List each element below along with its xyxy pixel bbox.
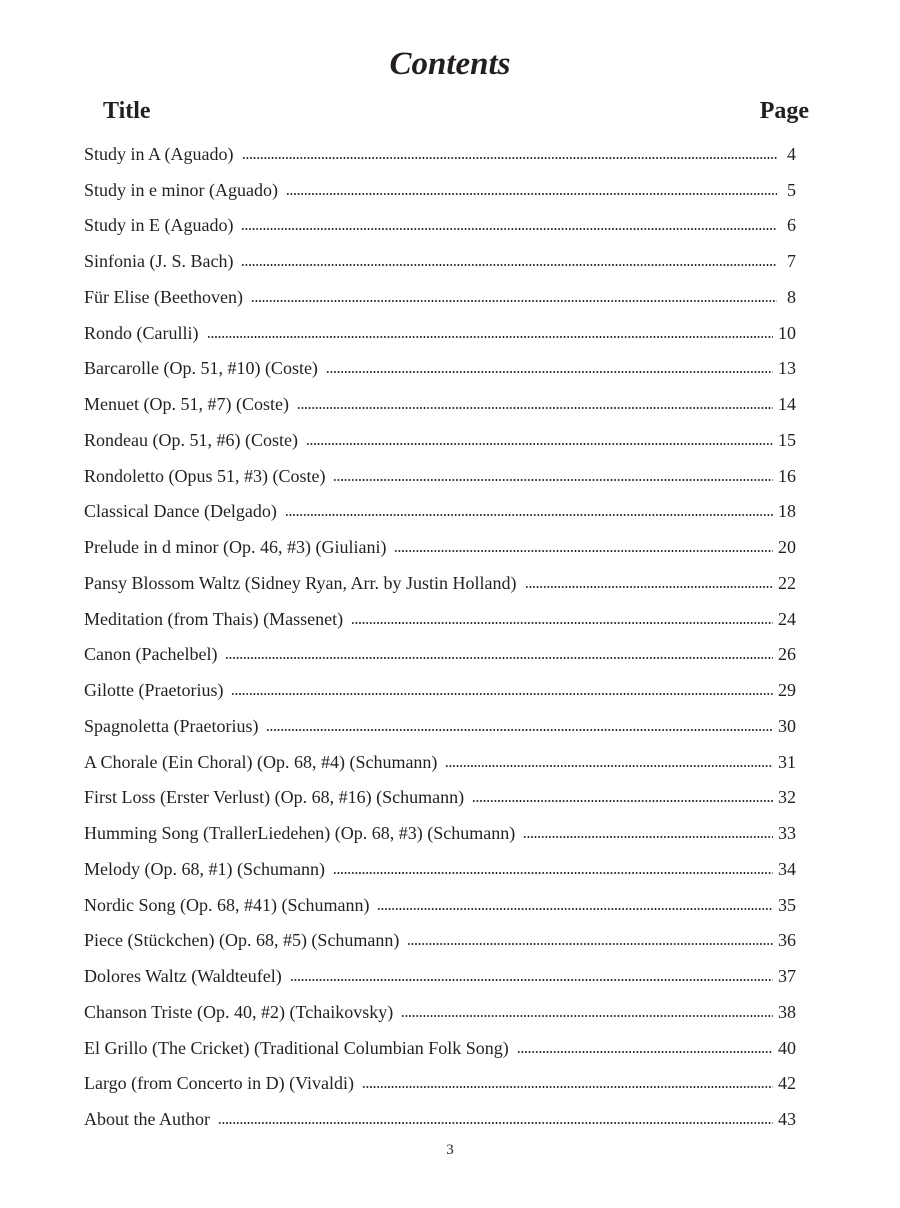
entry-page-number: 34 [778, 858, 796, 879]
toc-entry[interactable] [84, 887, 796, 923]
entry-page-number: 43 [778, 1109, 796, 1130]
entry-page-number: 16 [778, 465, 796, 486]
toc-entry[interactable] [84, 744, 796, 780]
entry-page-number: 29 [778, 680, 796, 701]
toc-entry[interactable] [84, 565, 796, 601]
toc-entry[interactable] [84, 136, 796, 172]
entry-title: A Chorale (Ein Choral) (Op. 68, #4) (Schumann) [84, 751, 438, 772]
entry-title: Für Elise (Beethoven) [84, 286, 243, 307]
toc-entry[interactable] [84, 851, 796, 887]
toc-entry[interactable] [84, 315, 796, 351]
entry-title: Prelude in d minor (Op. 46, #3) (Giuliani) [84, 537, 387, 558]
entry-page-number: 8 [787, 286, 796, 307]
toc-entry[interactable] [84, 386, 796, 422]
entry-title: Nordic Song (Op. 68, #41) (Schumann) [84, 894, 370, 915]
entry-title: Largo (from Concerto in D) (Vivaldi) [84, 1073, 355, 1094]
toc-entry[interactable] [84, 458, 796, 494]
entry-page-number: 40 [778, 1037, 796, 1058]
toc-entry[interactable] [84, 994, 796, 1030]
toc-entry[interactable] [84, 637, 796, 673]
toc-entry[interactable] [84, 923, 796, 959]
entry-title: Meditation (from Thais) (Massenet) [84, 608, 344, 629]
entry-title: Study in A (Aguado) [84, 143, 234, 164]
table-of-contents [84, 136, 796, 1137]
entry-title: Spagnoletta (Praetorius) [84, 715, 259, 736]
entry-title: Chanson Triste (Op. 40, #2) (Tchaikovsky) [84, 1001, 394, 1022]
entry-page-number: 31 [778, 751, 796, 772]
dot-leader [207, 332, 774, 342]
entry-title: Humming Song (TrallerLiedehen) (Op. 68, #3) (Schumann) [84, 823, 516, 844]
dot-leader [362, 1082, 773, 1092]
entry-page-number: 36 [778, 930, 796, 951]
dot-leader [297, 403, 773, 413]
page-title: Contents [389, 46, 511, 82]
toc-entry[interactable] [84, 672, 796, 708]
dot-leader [218, 1118, 773, 1128]
entry-title: Dolores Waltz (Waldteufel) [84, 966, 282, 987]
dot-leader [241, 260, 777, 270]
dot-leader [333, 868, 773, 878]
dot-leader [326, 367, 773, 377]
toc-entry[interactable] [84, 529, 796, 565]
entry-page-number: 38 [778, 1001, 796, 1022]
entry-page-number: 32 [778, 787, 796, 808]
toc-entry[interactable] [84, 279, 796, 315]
toc-entry[interactable] [84, 243, 796, 279]
entry-title: Gilotte (Praetorius) [84, 680, 224, 701]
dot-leader [407, 939, 773, 949]
dot-leader [242, 153, 777, 163]
dot-leader [445, 761, 773, 771]
toc-entry[interactable] [84, 172, 796, 208]
dot-leader [286, 189, 777, 199]
entry-page-number: 7 [787, 251, 796, 272]
toc-entry[interactable] [84, 708, 796, 744]
entry-title: Sinfonia (J. S. Bach) [84, 251, 234, 272]
entry-title: Study in e minor (Aguado) [84, 179, 278, 200]
entry-page-number: 24 [778, 608, 796, 629]
entry-page-number: 15 [778, 429, 796, 450]
dot-leader [231, 689, 773, 699]
toc-entry[interactable] [84, 780, 796, 816]
entry-page-number: 42 [778, 1073, 796, 1094]
entry-page-number: 10 [778, 322, 796, 343]
title-column-header: Title [103, 98, 151, 124]
entry-page-number: 13 [778, 358, 796, 379]
dot-leader [251, 296, 777, 306]
dot-leader [401, 1011, 773, 1021]
entry-page-number: 37 [778, 966, 796, 987]
entry-page-number: 4 [787, 143, 796, 164]
toc-entry[interactable] [84, 422, 796, 458]
dot-leader [225, 653, 773, 663]
entry-page-number: 26 [778, 644, 796, 665]
toc-entry[interactable] [84, 1066, 796, 1102]
dot-leader [394, 546, 773, 556]
toc-entry[interactable] [84, 1030, 796, 1066]
entry-title: Rondoletto (Opus 51, #3) (Coste) [84, 465, 326, 486]
page-column-header: Page [759, 98, 809, 124]
dot-leader [351, 618, 773, 628]
dot-leader [306, 439, 773, 449]
dot-leader [517, 1047, 773, 1057]
toc-entry[interactable] [84, 494, 796, 530]
dot-leader [525, 582, 774, 592]
dot-leader [333, 475, 773, 485]
toc-entry[interactable] [84, 208, 796, 244]
entry-title: Study in E (Aguado) [84, 215, 234, 236]
entry-title: Canon (Pachelbel) [84, 644, 218, 665]
entry-title: About the Author [84, 1109, 210, 1130]
entry-page-number: 35 [778, 894, 796, 915]
entry-title: Piece (Stückchen) (Op. 68, #5) (Schumann) [84, 930, 400, 951]
entry-page-number: 14 [778, 394, 796, 415]
entry-page-number: 20 [778, 537, 796, 558]
toc-entry[interactable] [84, 601, 796, 637]
page-number: 3 [446, 1142, 454, 1158]
entry-title: Pansy Blossom Waltz (Sidney Ryan, Arr. by Justin Holland) [84, 572, 517, 593]
entry-title: Barcarolle (Op. 51, #10) (Coste) [84, 358, 318, 379]
toc-entry[interactable] [84, 1101, 796, 1137]
dot-leader [377, 904, 773, 914]
toc-entry[interactable] [84, 815, 796, 851]
entry-title: First Loss (Erster Verlust) (Op. 68, #16) (Schumann) [84, 787, 465, 808]
entry-title: Classical Dance (Delgado) [84, 501, 277, 522]
entry-page-number: 30 [778, 715, 796, 736]
entry-title: El Grillo (The Cricket) (Traditional Columbian Folk Song) [84, 1037, 509, 1058]
dot-leader [241, 224, 777, 234]
dot-leader [285, 510, 773, 520]
entry-page-number: 18 [778, 501, 796, 522]
entry-page-number: 22 [778, 572, 796, 593]
entry-page-number: 5 [787, 179, 796, 200]
entry-title: Rondo (Carulli) [84, 322, 199, 343]
toc-entry[interactable] [84, 958, 796, 994]
entry-title: Rondeau (Op. 51, #6) (Coste) [84, 429, 298, 450]
entry-page-number: 33 [778, 823, 796, 844]
entry-title: Menuet (Op. 51, #7) (Coste) [84, 394, 289, 415]
toc-entry[interactable] [84, 351, 796, 387]
entry-title: Melody (Op. 68, #1) (Schumann) [84, 858, 325, 879]
dot-leader [266, 725, 773, 735]
entry-page-number: 6 [787, 215, 796, 236]
dot-leader [523, 832, 773, 842]
dot-leader [472, 796, 773, 806]
dot-leader [290, 975, 773, 985]
